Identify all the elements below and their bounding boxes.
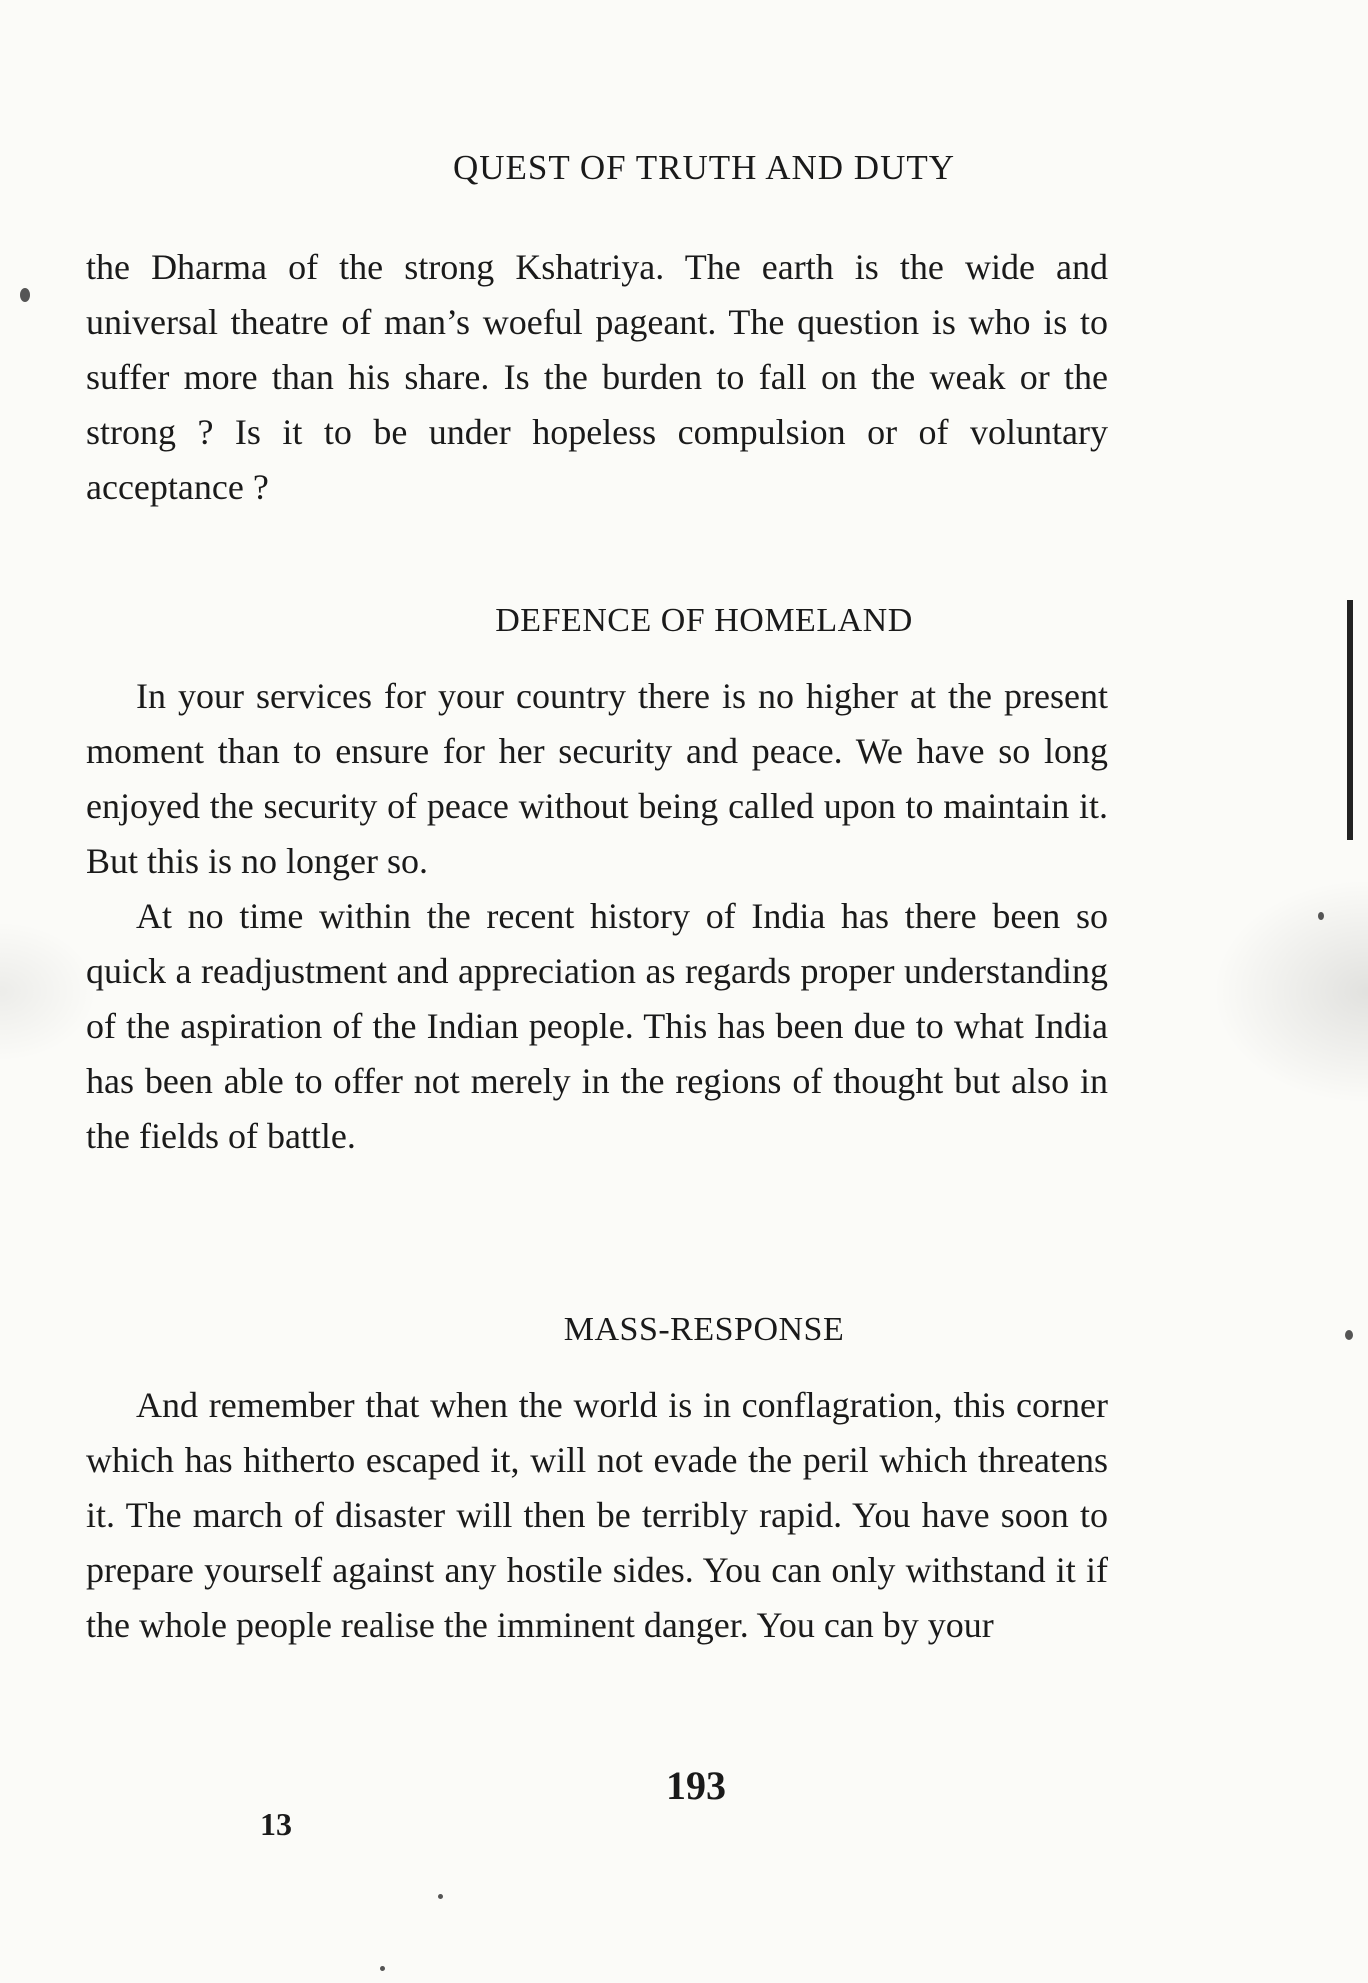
section-title-mass-response: MASS-RESPONSE xyxy=(563,1311,845,1348)
section-mass-response-body xyxy=(86,1378,1108,1653)
running-head: QUEST OF TRUTH AND DUTY xyxy=(452,148,955,187)
paragraph: In your services for your country there is no higher at the present moment than to ensure for her security and peace. We have so long enjoyed the security of peace without being called upon to maintain it. But this is no longer so. xyxy=(86,676,1108,881)
opening-paragraph-block xyxy=(86,240,1108,515)
signature-mark: 13 xyxy=(260,1806,292,1842)
scan-speck xyxy=(1345,1330,1353,1340)
opening-paragraph: the Dharma of the strong Kshatriya. The earth is the wide and universal theatre of man’s woeful pageant. The question is who is to suffer more than his share. Is the burden to fall on the weak or the strong ? Is it to be under hopeless compulsion or of voluntary acceptance ? xyxy=(86,247,1108,507)
paragraph: And remember that when the world is in conflagration, this corner which has hitherto escaped it, will not evade the peril which threatens it. The march of disaster will then be terribly rapid. You have soon to prepare yourself against any hostile sides. You can only withstand it if the whole people realise the imminent danger. You can by your xyxy=(86,1385,1108,1645)
scan-speck xyxy=(20,288,30,302)
section-defence-body xyxy=(86,669,1108,1164)
scan-edge-mark xyxy=(1347,600,1353,840)
scan-speck xyxy=(438,1894,443,1899)
scan-speck xyxy=(380,1966,385,1971)
scan-speck xyxy=(1318,912,1324,920)
paragraph: At no time within the recent history of India has there been so quick a readjustment and appreciation as regards proper understanding of the aspiration of the Indian people. This has been due to what India has been able to offer not merely in the regions of thought but also in the fields of battle. xyxy=(86,896,1108,1156)
page-number: 193 xyxy=(666,1763,726,1808)
section-title-defence-of-homeland: DEFENCE OF HOMELAND xyxy=(495,602,913,639)
